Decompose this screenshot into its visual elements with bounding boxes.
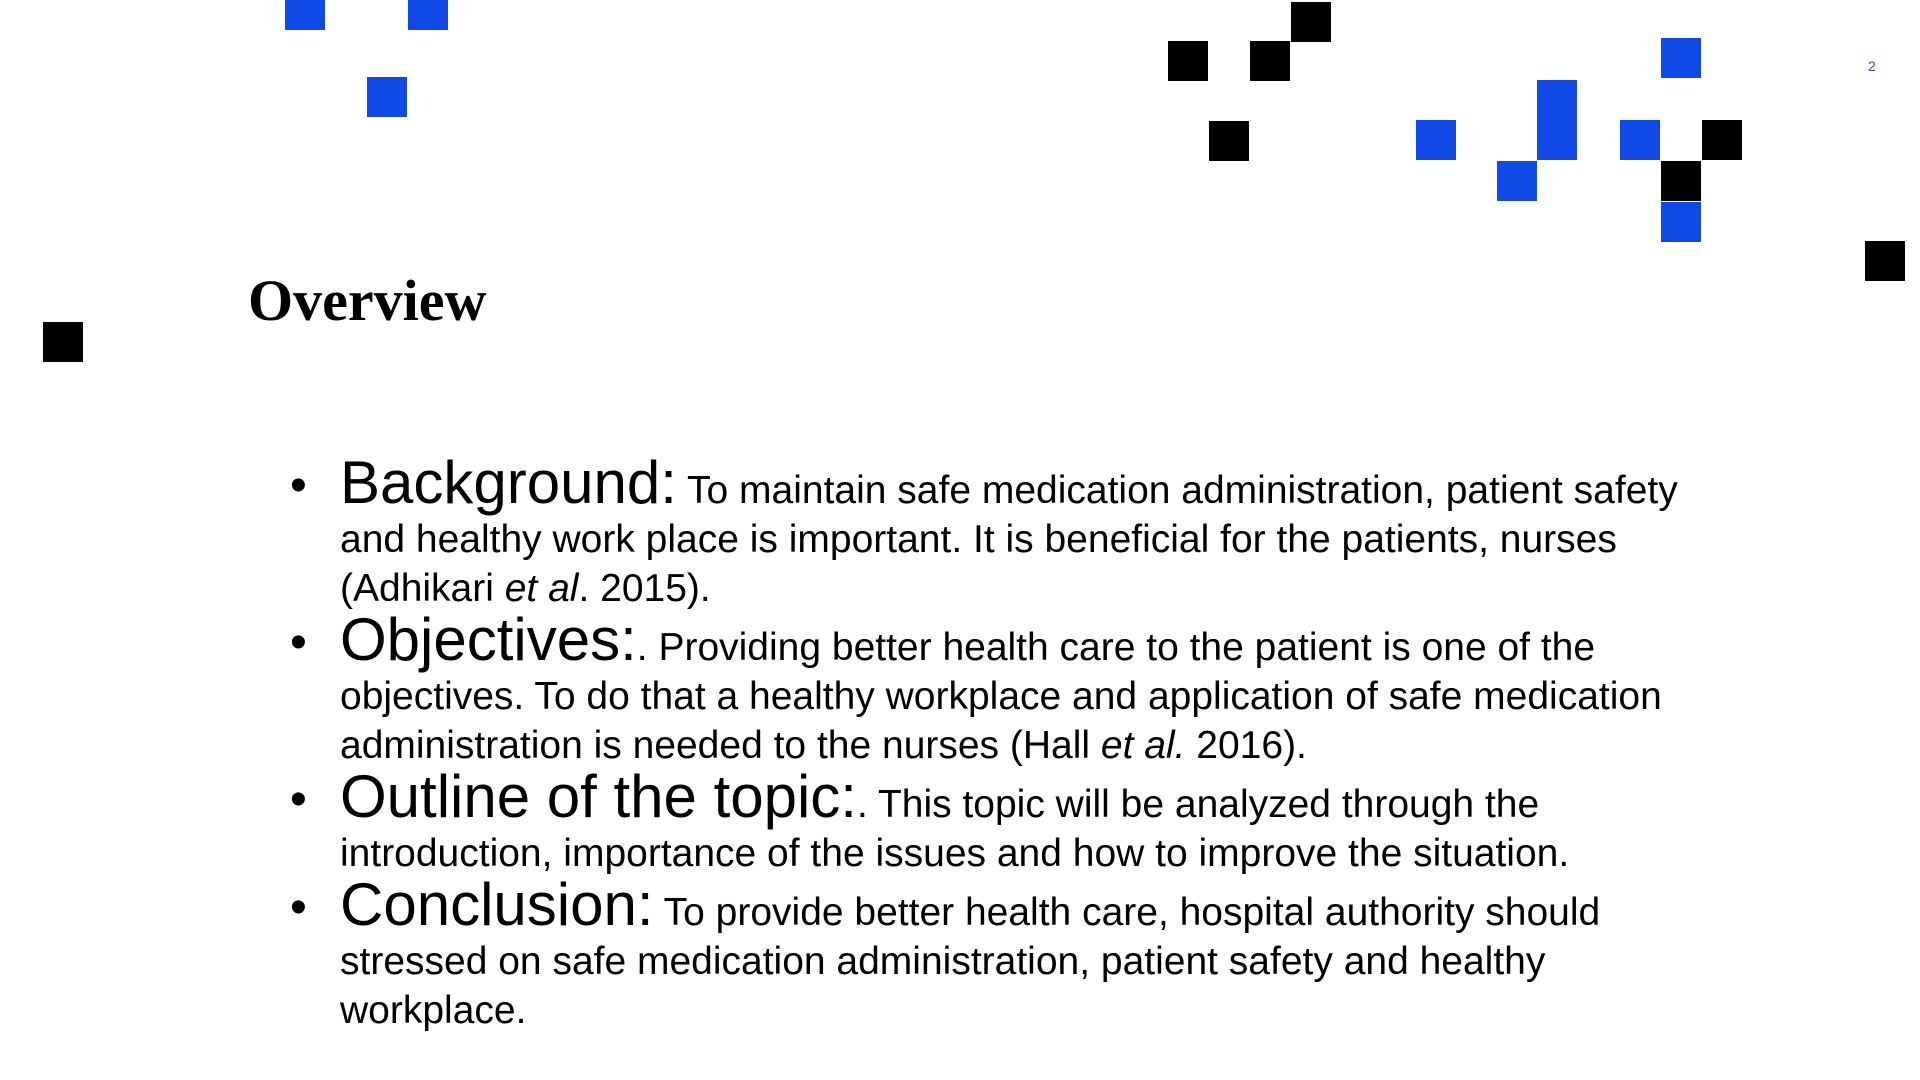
bullet-text-end: 2016). (1185, 724, 1307, 767)
bullet-list (290, 449, 1710, 1037)
decor-square (1168, 41, 1208, 81)
bullet-dot-icon: • (290, 459, 307, 512)
bullet-text: . This topic will be analyzed through the introduction, importance of the issues and how to improve the situation. (340, 783, 1570, 875)
bullet-objectives (290, 606, 1710, 770)
bullet-heading: Background: (340, 449, 677, 516)
decor-square (1661, 38, 1701, 78)
bullet-conclusion (290, 871, 1710, 1035)
citation-italic: et al. (1100, 724, 1186, 767)
decor-square (43, 322, 83, 362)
bullet-dot-icon: • (290, 616, 307, 669)
slide-title: Overview (248, 268, 487, 333)
decor-square (285, 0, 325, 30)
decor-square (408, 0, 448, 30)
citation-italic: et al (504, 567, 579, 610)
decor-square (367, 77, 407, 117)
bullet-text: To maintain safe medication administration, patient safety and healthy work place is important. It is beneficial for the patients, nurses (Adhikari (340, 469, 1678, 610)
bullet-text-end: . 2015). (578, 567, 711, 610)
decor-square (1416, 120, 1456, 160)
bullet-heading: Outline of the topic: (340, 763, 857, 830)
decor-square (1537, 120, 1577, 160)
page-number: 2 (1868, 58, 1876, 74)
bullet-dot-icon: • (290, 881, 307, 934)
decor-square (1620, 120, 1660, 160)
bullet-heading: Objectives: (340, 606, 637, 673)
decor-square (1497, 161, 1537, 201)
decor-square (1209, 121, 1249, 161)
decor-square (1661, 161, 1701, 201)
decor-square (1702, 120, 1742, 160)
decor-square (1250, 41, 1290, 81)
bullet-text: . Providing better health care to the patient is one of the objectives. To do that a healthy workplace and application of safe medication administration is needed to the nurses (Hall (340, 626, 1662, 767)
decor-square (1291, 2, 1331, 42)
bullet-background (290, 449, 1710, 613)
bullet-dot-icon: • (290, 773, 307, 826)
decor-square (1865, 241, 1905, 281)
decor-square (1537, 80, 1577, 120)
bullet-heading: Conclusion: (340, 871, 654, 938)
bullet-text: To provide better health care, hospital authority should stressed on safe medication administration, patient safety and healthy workplace. (340, 891, 1601, 1032)
decor-square (1661, 202, 1701, 242)
bullet-outline (290, 763, 1710, 878)
